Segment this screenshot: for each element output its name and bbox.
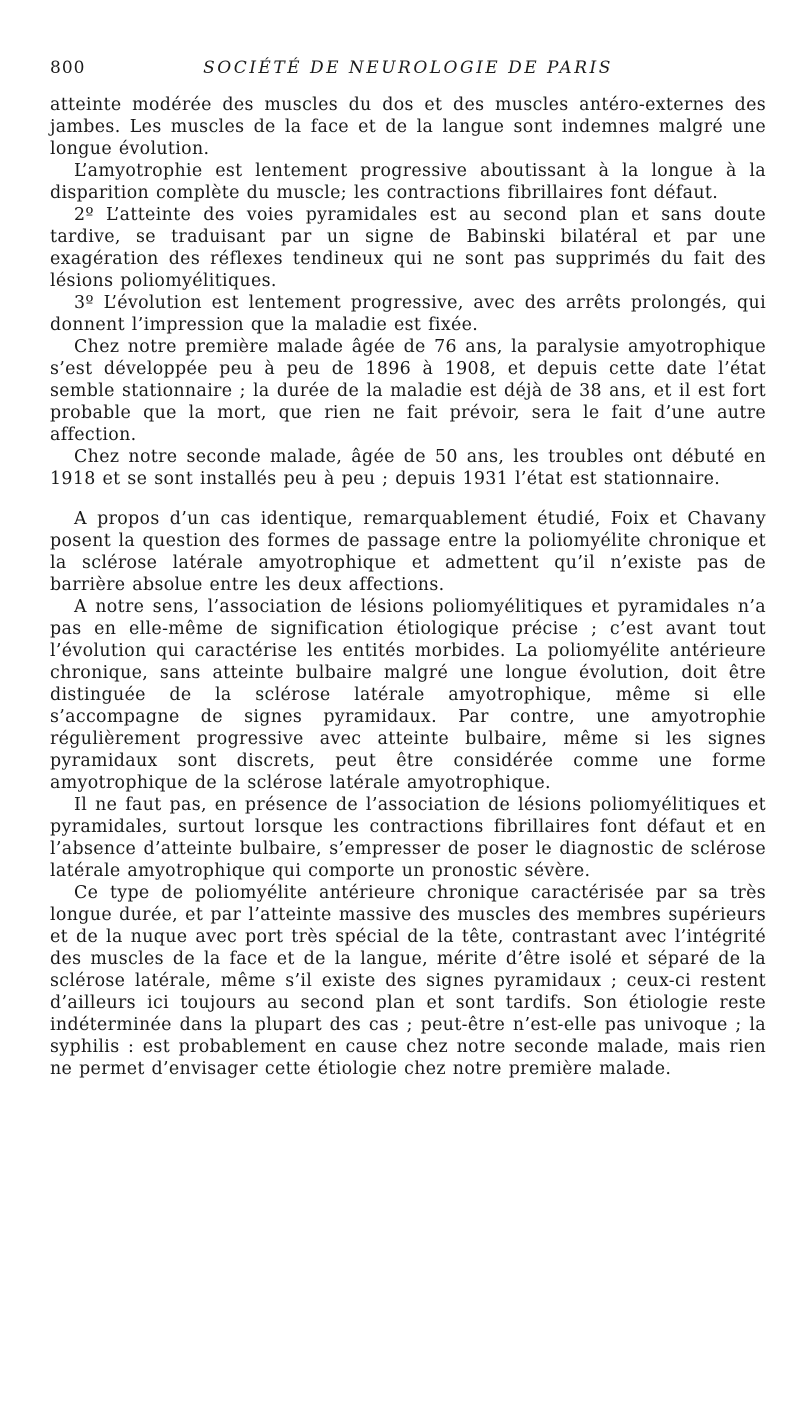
paragraph-conclusion: Ce type de poliomyélite antérieure chronique caractérisée par sa très longue durée, et par l’atteinte massive des muscles des membres supérieurs et de la nuque avec port très spécial de la tête, contrastant avec l’intégrité des muscles de la face et de la langue, mérite d’être isolé et séparé de la sclérose latérale, même s’il existe des signes pyramidaux ; ceux-ci restent d’ailleurs ici toujours au second plan et sont tardifs. Son étiologie reste indéterminée dans la plupart des cas ; peut-être n’est-elle pas univoque ; la syphilis : est probablement en cause chez notre seconde malade, mais rien ne permet d’envisager cette étiologie chez notre première malade. [50,883,766,1079]
paragraph-amyotrophy: L’amyotrophie est lentement progressive aboutissant à la longue à la disparition complète du muscle; les contractions fibrillaires font défaut. [50,161,766,203]
paragraph-second-patient: Chez notre seconde malade, âgée de 50 ans, les troubles ont débuté en 1918 et se sont installés peu à peu ; depuis 1931 l’état est stationnaire. [50,447,766,489]
paragraph-foix-chavany: A propos d’un cas identique, remarquablement étudié, Foix et Chavany posent la question des formes de passage entre la poliomyélite chronique et la sclérose latérale amyotrophique et admettent qu’il n’existe pas de barrière absolue entre les deux affections. [50,509,766,595]
paragraph-first-patient: Chez notre première malade âgée de 76 ans, la paralysie amyotrophique s’est développée peu à peu de 1896 à 1908, et depuis cette date l’état semble stationnaire ; la durée de la maladie est déjà de 38 ans, et il est fort probable que la mort, que rien ne fait prévoir, sera le fait d’une autre affection. [50,337,766,445]
paragraph-continued: atteinte modérée des muscles du dos et des muscles antéro-externes des jambes. Les muscles de la face et de la langue sont indemnes malgré une longue évolution. [50,95,766,159]
journal-title: SOCIÉTÉ DE NEUROLOGIE DE PARIS [203,58,613,78]
running-head [50,58,766,80]
paragraph-point-2: 2º L’atteinte des voies pyramidales est au second plan et sans doute tardive, se traduisant par un signe de Babinski bilatéral et par une exagération des réflexes tendineux qui ne sont pas supprimés du fait des lésions poliomyélitiques. [50,205,766,291]
paragraph-our-view: A notre sens, l’association de lésions poliomyélitiques et pyramidales n’a pas en elle-même de signification étiologique précise ; c’est avant tout l’évolution qui caractérise les entités morbides. La poliomyélite antérieure chronique, sans atteinte bulbaire malgré une longue évolution, doit être distinguée de la sclérose latérale amyotrophique, même si elle s’accompagne de signes pyramidaux. Par contre, une amyotrophie régulièrement progressive avec atteinte bulbaire, même si les signes pyramidaux sont discrets, peut être considérée comme une forme amyotrophique de la sclérose latérale amyotrophique. [50,597,766,793]
paragraph-point-3: 3º L’évolution est lentement progressive, avec des arrêts prolongés, qui donnent l’impression que la maladie est fixée. [50,293,766,335]
article-body [50,94,766,1080]
page-number: 800 [50,58,86,78]
paragraph-diagnosis-warning: Il ne faut pas, en présence de l’association de lésions poliomyélitiques et pyramidales, surtout lorsque les contractions fibrillaires font défaut et en l’absence d’atteinte bulbaire, s’empresser de poser le diagnostic de sclérose latérale amyotrophique qui comporte un pronostic sévère. [50,795,766,881]
